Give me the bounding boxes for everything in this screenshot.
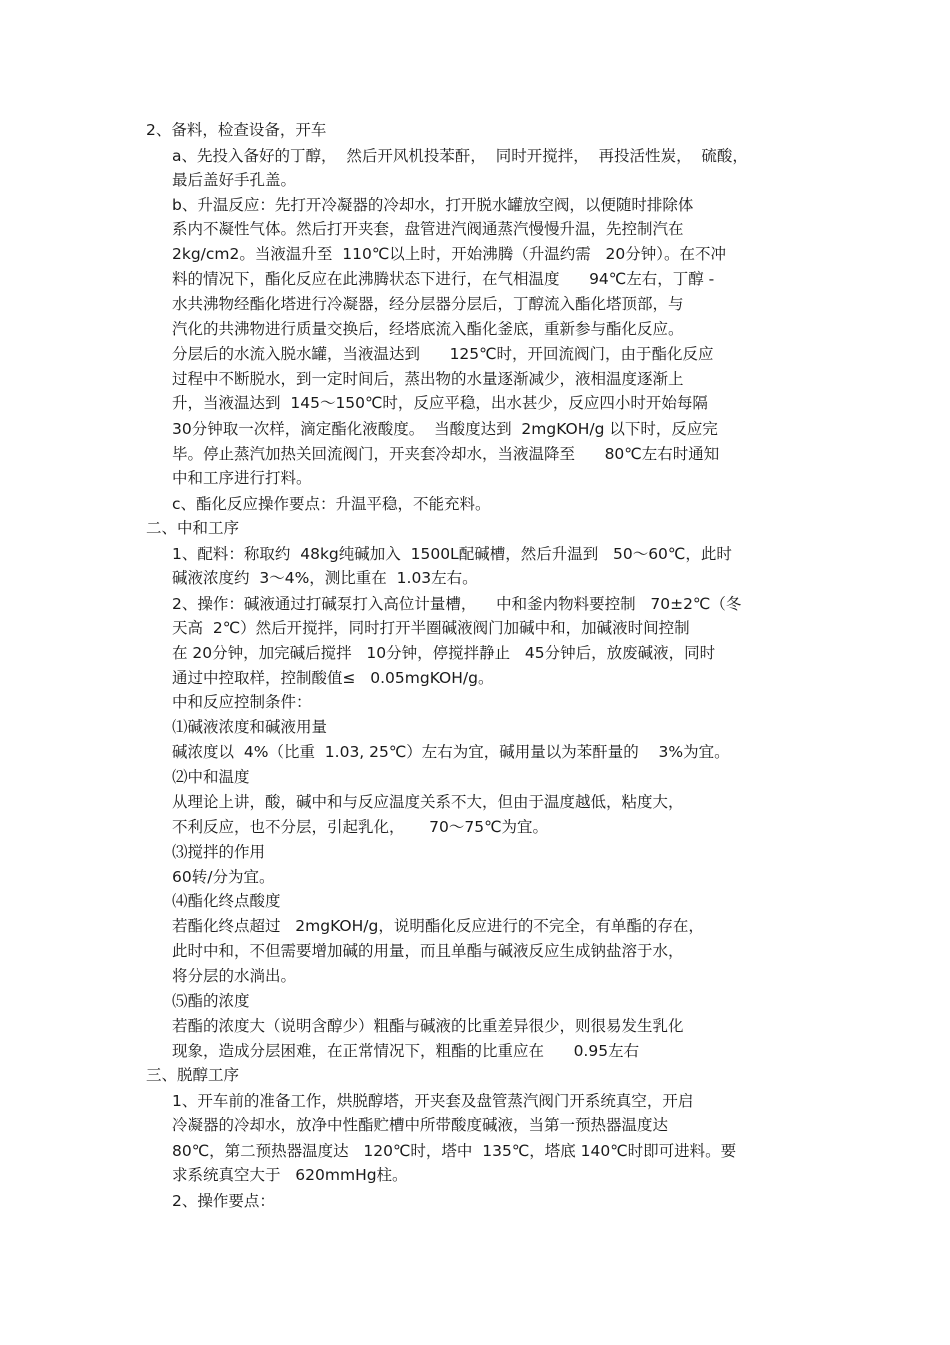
text-line: 系内不凝性气体。然后打开夹套，盘管进汽阀通蒸汽慢慢升温，先控制汽在 — [172, 220, 684, 238]
text-line: c、酯化反应操作要点：升温平稳，不能充料。 — [172, 495, 491, 513]
text-line: 80℃，第二预热器温度达 120℃时，塔中 135℃，塔底 140℃时即可进料。要 — [172, 1142, 737, 1160]
text-line: 分层后的水流入脱水罐，当液温达到 125℃时，开回流阀门，由于酯化反应 — [172, 345, 714, 363]
text-line: 60转/分为宜。 — [172, 868, 275, 886]
text-line: 2、操作要点： — [172, 1192, 275, 1210]
text-line: 在 20分钟，加完碱后搅拌 10分钟，停搅拌静止 45分钟后，放废碱液，同时 — [172, 644, 716, 662]
text-line: 将分层的水淌出。 — [172, 967, 297, 985]
section-heading: 三、脱醇工序 — [146, 1066, 240, 1084]
text-line: ⑸酯的浓度 — [172, 992, 250, 1010]
text-line: 升，当液温达到 145～150℃时，反应平稳，出水甚少，反应四小时开始每隔 — [172, 394, 708, 412]
text-line: 30分钟取一次样，滴定酯化液酸度。 当酸度达到 2mgKOH/g 以下时，反应完 — [172, 420, 718, 438]
text-line: 若酯的浓度大（说明含醇少）粗酯与碱液的比重差异很少，则很易发生乳化 — [172, 1017, 684, 1035]
text-line: 2、操作：碱液通过打碱泵打入高位计量槽， 中和釜内物料要控制 70±2℃（冬 — [172, 595, 742, 613]
text-line: 2kg/cm2。当液温升至 110℃以上时，开始沸腾（升温约需 20分钟）。在不冲 — [172, 245, 726, 263]
text-line: 水共沸物经酯化塔进行冷凝器，经分层器分层后，丁醇流入酯化塔顶部，与 — [172, 295, 684, 313]
text-line: 此时中和，不但需要增加碱的用量，而且单酯与碱液反应生成钠盐溶于水， — [172, 942, 684, 960]
text-line: ⑴碱液浓度和碱液用量 — [172, 718, 328, 736]
text-line: 料的情况下，酯化反应在此沸腾状态下进行，在气相温度 94℃左右，丁醇 - — [172, 270, 715, 288]
text-line: 1、配料：称取约 48kg纯碱加入 1500L配碱槽，然后升温到 50～60℃，此时 — [172, 545, 732, 563]
text-line: 碱浓度以 4%（比重 1.03, 25℃）左右为宜，碱用量以为苯酐量的 3%为宜。 — [172, 743, 730, 761]
text-line: 求系统真空大于 620mmHg柱。 — [172, 1166, 408, 1184]
text-line: 过程中不断脱水，到一定时间后，蒸出物的水量逐渐减少，液相温度逐渐上 — [172, 370, 684, 388]
text-line: 天高 2℃）然后开搅拌，同时打开半圈碱液阀门加碱中和，加碱液时间控制 — [172, 619, 690, 637]
text-line: 中和反应控制条件： — [172, 693, 312, 711]
text-line: 通过中控取样，控制酸值≤ 0.05mgKOH/g。 — [172, 669, 494, 687]
text-line: 碱液浓度约 3～4%，测比重在 1.03左右。 — [172, 569, 478, 587]
section-heading: 2、备料，检查设备，开车 — [146, 121, 327, 139]
text-line: 毕。停止蒸汽加热关回流阀门，开夹套冷却水，当液温降至 80℃左右时通知 — [172, 445, 720, 463]
text-line: ⑵中和温度 — [172, 768, 250, 786]
section-heading: 二、中和工序 — [146, 519, 240, 537]
text-line: ⑷酯化终点酸度 — [172, 892, 281, 910]
text-line: 中和工序进行打料。 — [172, 469, 312, 487]
text-line: 汽化的共沸物进行质量交换后，经塔底流入酯化釜底，重新参与酯化反应。 — [172, 320, 684, 338]
text-line: 1、开车前的准备工作，烘脱醇塔，开夹套及盘管蒸汽阀门开系统真空，开启 — [172, 1092, 694, 1110]
text-line: 从理论上讲，酸，碱中和与反应温度关系不大，但由于温度越低，粘度大， — [172, 793, 684, 811]
text-line: ⑶搅拌的作用 — [172, 843, 266, 861]
text-line: 不利反应，也不分层，引起乳化， 70～75℃为宜。 — [172, 818, 548, 836]
text-line: b、升温反应：先打开冷凝器的冷却水，打开脱水罐放空阀，以便随时排除体 — [172, 196, 694, 214]
text-line: 若酯化终点超过 2mgKOH/g，说明酯化反应进行的不完全，有单酯的存在， — [172, 917, 704, 935]
text-line: 冷凝器的冷却水，放净中性酯贮槽中所带酸度碱液，当第一预热器温度达 — [172, 1116, 669, 1134]
text-line: 现象，造成分层困难，在正常情况下，粗酯的比重应在 0.95左右 — [172, 1042, 640, 1060]
text-line: a、先投入备好的丁醇， 然后开风机投苯酐， 同时开搅拌， 再投活性炭， 硫酸， — [172, 147, 748, 165]
text-line: 最后盖好手孔盖。 — [172, 171, 297, 189]
